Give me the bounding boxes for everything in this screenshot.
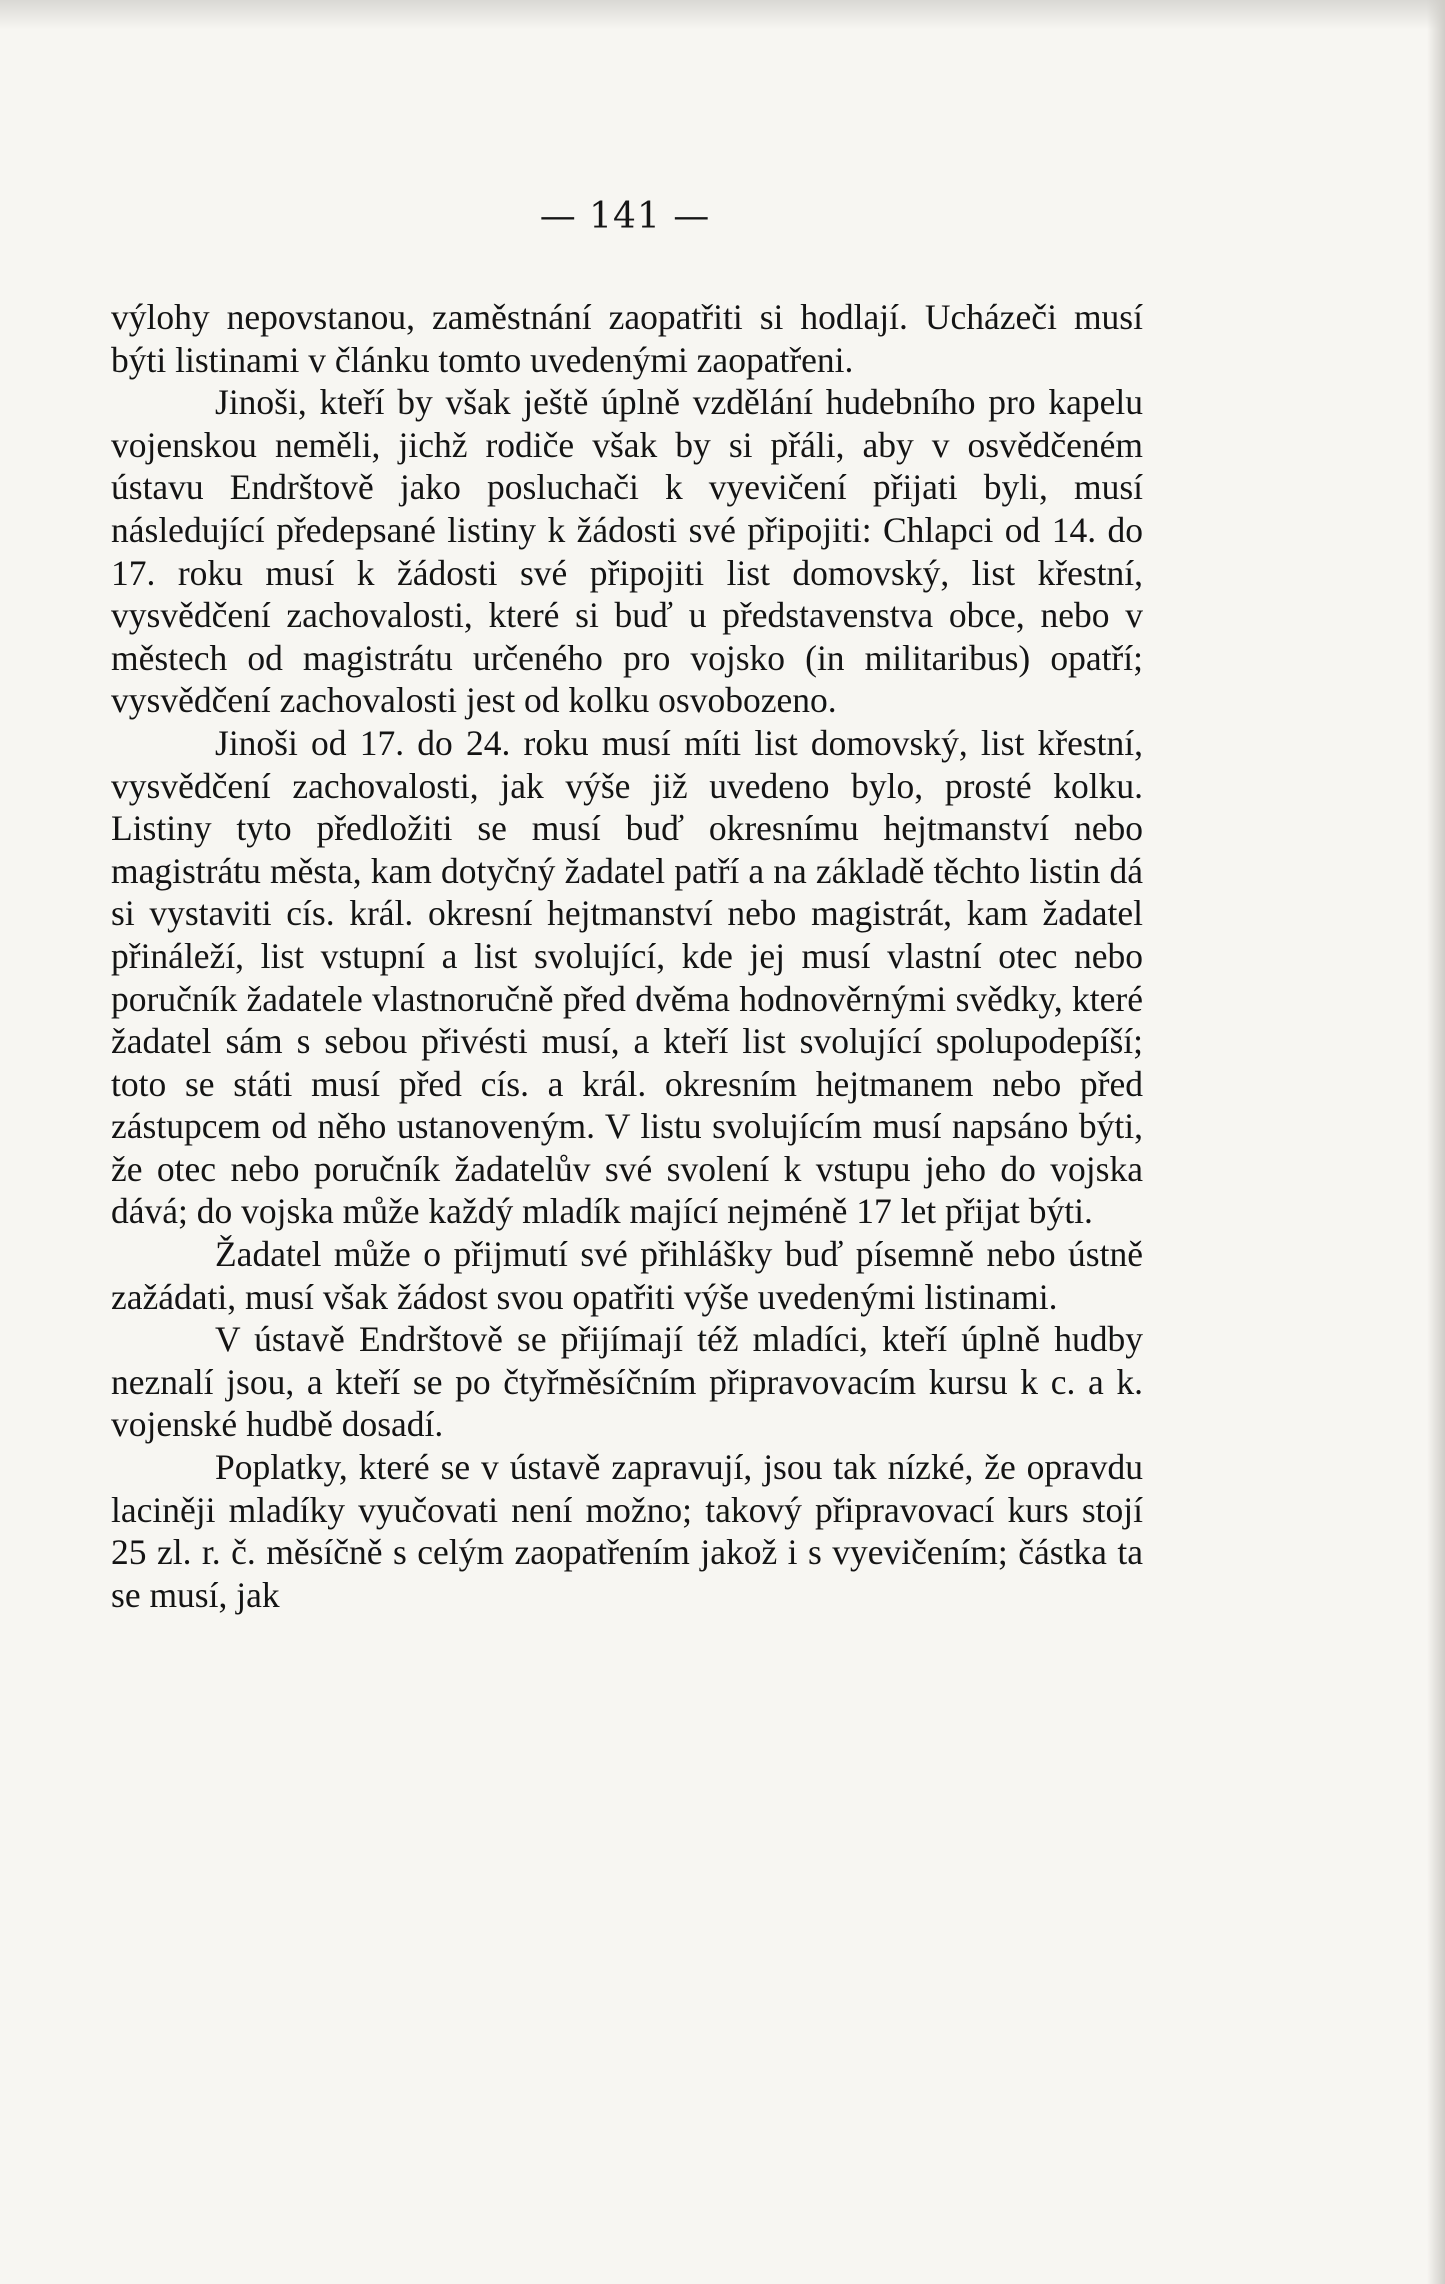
paragraph-fees: Poplatky, které se v ústavě zapravují, jsou tak nízké, že opravdu laciněji mladíky vyučovati není možno; takový připravovací kurs stojí 25 zl. r. č. měsíčně s celým zaopatřením jakož i s vyevičením; částka ta se musí, jak (111, 1447, 1143, 1615)
page-number: — 141 — (539, 196, 711, 237)
paragraph-application: Žadatel může o přijmutí své přihlášky buď písemně nebo ústně zažádati, musí však žádost svou opatřiti výše uvedenými listinami. (111, 1234, 1143, 1317)
paragraph-beginners: V ústavě Endrštově se přijímají též mladíci, kteří úplně hudby neznalí jsou, a kteří se po čtyřměsíčním připravovacím kursu k c. a k. vojenské hudbě dosadí. (111, 1319, 1143, 1445)
paragraph-continuation: výlohy nepovstanou, zaměstnání zaopatřiti si hodlají. Ucházeči musí býti listinami v článku tomto uvedenými zaopatřeni. (111, 297, 1143, 380)
scan-top-edge (0, 0, 1445, 30)
paragraph-youths-under-17: Jinoši, kteří by však ještě úplně vzdělání hudebního pro kapelu vojenskou neměli, jichž rodiče však by si přáli, aby v osvědčeném ústavu Endrštově jako posluchači k vyevičení přijati byli, musí následující předepsané listiny k žádosti své připojiti: Chlapci od 14. do 17. roku musí k žádosti své připojiti list domovský, list křestní, vysvědčení zachovalosti, které si buď u představenstva obce, nebo v městech od magistrátu určeného pro vojsko (in militaribus) opatří; vysvědčení zachovalosti jest od kolku osvobozeno. (111, 382, 1143, 721)
paragraph-youths-17-to-24: Jinoši od 17. do 24. roku musí míti list domovský, list křestní, vysvědčení zachovalosti, jak výše již uvedeno bylo, prosté kolku. Listiny tyto předložiti se musí buď okresnímu hejtmanství nebo magistrátu města, kam dotyčný žadatel patří a na základě těchto listin dá si vystaviti cís. král. okresní hejtmanství nebo magistrát, kam žadatel přináleží, list vstupní a list svolující, kde jej musí vlastní otec nebo poručník žadatele vlastnoručně před dvěma hodnověrnými svědky, které žadatel sám s sebou přivésti musí, a kteří list svolující spolupodepíší; toto se státi musí před cís. a král. okresním hejtmanem nebo před zástupcem od něho ustanoveným. V listu svolujícím musí napsáno býti, že otec nebo poručník žadatelův své svolení k vstupu jeho do vojska dává; do vojska může každý mladík mající nejméně 17 let přijat býti. (111, 722, 1143, 1232)
body-text (111, 296, 1143, 1616)
scan-right-edge (1427, 0, 1445, 2284)
